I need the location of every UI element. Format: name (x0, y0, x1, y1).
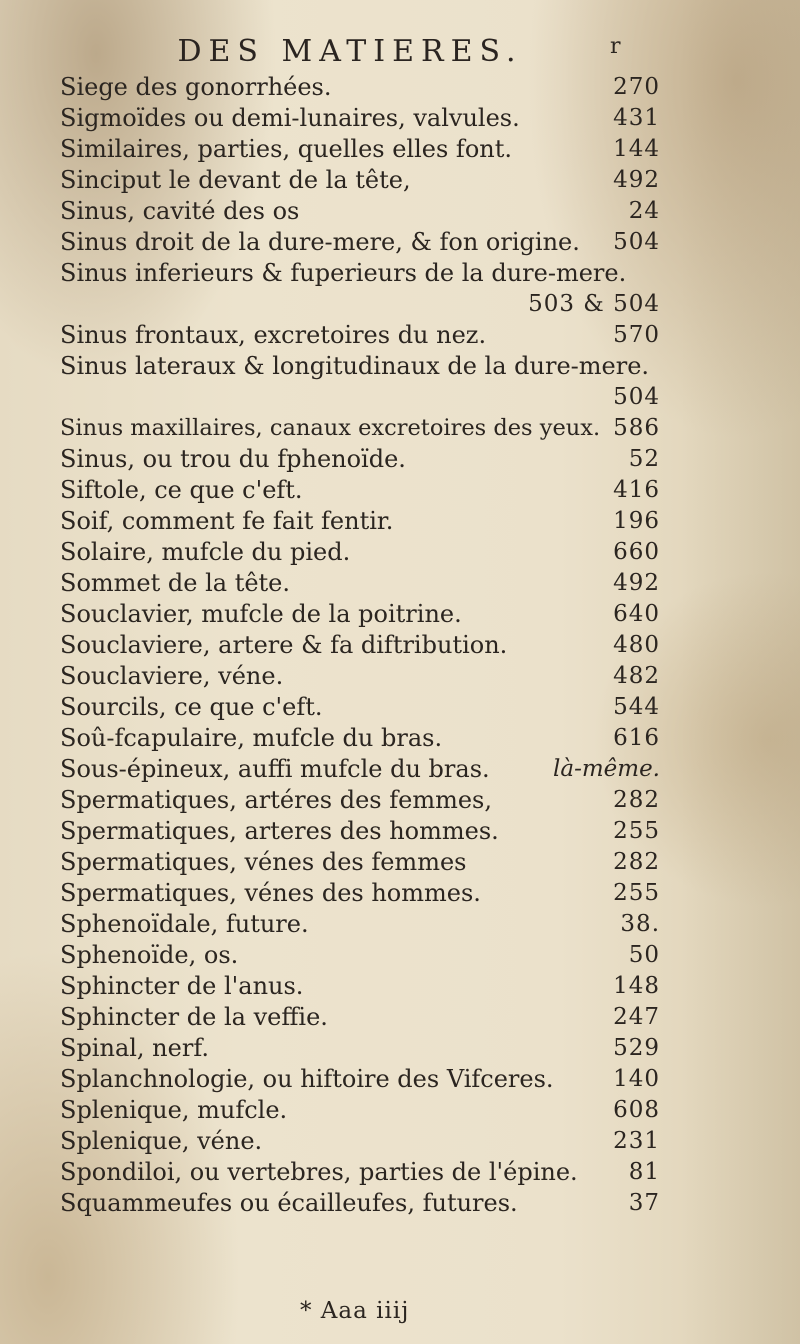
signature-mark: * Aaa iiij (300, 1298, 410, 1324)
page-edge-shadow (680, 0, 800, 1344)
index-entry (60, 878, 660, 909)
running-header: DES MATIERES. (177, 34, 523, 69)
entry-page-ref: 144 (613, 136, 660, 162)
entry-page-ref: 504 (613, 384, 660, 410)
index-entry (60, 72, 660, 103)
entry-page-ref: 37 (628, 1190, 660, 1216)
index-entry (60, 444, 660, 475)
entry-label: Spondiloi, ou vertebres, parties de l'épine. (60, 1158, 578, 1186)
entry-label: Sinciput le devant de la tête, (60, 166, 411, 194)
index-entry (60, 506, 660, 537)
entry-page-ref: 416 (613, 477, 660, 503)
entry-page-ref: 38. (620, 911, 660, 937)
entry-page-ref: 660 (613, 539, 660, 565)
index-entry (60, 1002, 660, 1033)
entry-label: Splenique, véne. (60, 1127, 263, 1155)
entry-label: Spermatiques, vénes des hommes. (60, 879, 481, 907)
entry-label: Sommet de la tête. (60, 569, 291, 597)
entry-page-ref: 52 (628, 446, 660, 472)
entry-page-ref: là-même. (553, 756, 660, 782)
index-entry (60, 816, 660, 847)
entry-label: Sphincter de l'anus. (60, 972, 304, 1000)
index-entry (60, 599, 660, 630)
entry-label: Similaires, parties, quelles elles font. (60, 135, 512, 163)
entry-label: Squammeufes ou écailleufes, futures. (60, 1189, 518, 1217)
index-entry (60, 165, 660, 196)
entry-label: Spinal, nerf. (60, 1034, 209, 1062)
entry-page-ref: 492 (613, 570, 660, 596)
index-entry (60, 568, 660, 599)
entry-page-ref: 50 (628, 942, 660, 968)
entry-label: Sinus frontaux, excretoires du nez. (60, 321, 487, 349)
index-entry (60, 847, 660, 878)
entry-label: Soif, comment fe fait fentir. (60, 507, 394, 535)
index-entry (60, 1188, 660, 1219)
entry-label: Sourcils, ce que c'eft. (60, 693, 323, 721)
index-entry (60, 103, 660, 134)
index-entry (60, 692, 660, 723)
entry-label: Sous-épineux, auffi mufcle du bras. (60, 755, 490, 783)
entry-label: Soû-fcapulaire, mufcle du bras. (60, 724, 443, 752)
index-entry (60, 754, 660, 785)
entry-page-ref: 282 (613, 849, 660, 875)
index-entry (60, 1064, 660, 1095)
entry-label: Sphincter de la veffie. (60, 1003, 328, 1031)
entry-label: Spermatiques, artéres des femmes, (60, 786, 492, 814)
entry-label: Souclavier, mufcle de la poitrine. (60, 600, 462, 628)
entry-label: Sigmoïdes ou demi-lunaires, valvules. (60, 104, 520, 132)
index-entry (60, 1126, 660, 1157)
index-entry (60, 134, 660, 165)
entry-page-ref: 270 (613, 74, 660, 100)
entry-page-ref: 247 (613, 1004, 660, 1030)
index-entry (60, 537, 660, 568)
entry-label: Sinus maxillaires, canaux excretoires des yeux. (60, 415, 601, 441)
index-entry (60, 785, 660, 816)
index-entry (60, 258, 660, 320)
index-entry (60, 413, 660, 444)
entry-label: Spermatiques, arteres des hommes. (60, 817, 499, 845)
index-entry (60, 1157, 660, 1188)
index-entry (60, 630, 660, 661)
entry-label: Sinus lateraux & longitudinaux de la dure-mere. (60, 352, 650, 380)
index-entry (60, 196, 660, 227)
entry-label: Sphenoïde, os. (60, 941, 239, 969)
entry-page-ref: 640 (613, 601, 660, 627)
entry-label: Spermatiques, vénes des femmes (60, 848, 467, 876)
entry-page-ref: 255 (613, 818, 660, 844)
index-entry (60, 1033, 660, 1064)
index-entry (60, 1095, 660, 1126)
entry-label: Solaire, mufcle du pied. (60, 538, 351, 566)
entry-page-ref: 255 (613, 880, 660, 906)
entry-page-ref: 529 (613, 1035, 660, 1061)
entry-label: Splenique, mufcle. (60, 1096, 288, 1124)
index-entries (60, 72, 660, 1219)
entry-label: Sinus, ou trou du fphenoïde. (60, 445, 406, 473)
entry-page-ref: 231 (613, 1128, 660, 1154)
entry-page-ref: 570 (613, 322, 660, 348)
entry-page-ref: 431 (613, 105, 660, 131)
entry-label: Souclaviere, véne. (60, 662, 284, 690)
index-entry (60, 940, 660, 971)
entry-page-ref: 480 (613, 632, 660, 658)
entry-page-ref: 148 (613, 973, 660, 999)
entry-label: Siege des gonorrhées. (60, 73, 332, 101)
entry-page-ref: 608 (613, 1097, 660, 1123)
entry-page-ref: 544 (613, 694, 660, 720)
entry-label: Sinus inferieurs & fuperieurs de la dure-mere. (60, 259, 627, 287)
entry-page-ref: 504 (613, 229, 660, 255)
index-entry (60, 320, 660, 351)
index-entry (60, 723, 660, 754)
entry-page-ref: 24 (628, 198, 660, 224)
entry-page-ref: 482 (613, 663, 660, 689)
entry-label: Souclaviere, artere & fa diftribution. (60, 631, 508, 659)
index-entry (60, 475, 660, 506)
entry-page-ref: 140 (613, 1066, 660, 1092)
header-mark: r (610, 34, 621, 59)
entry-page-ref: 81 (628, 1159, 660, 1185)
index-entry (60, 909, 660, 940)
entry-label: Siftole, ce que c'eft. (60, 476, 303, 504)
index-entry (60, 351, 660, 413)
entry-label: Sinus, cavité des os (60, 197, 300, 225)
index-entry (60, 661, 660, 692)
entry-label: Sinus droit de la dure-mere, & fon origine. (60, 228, 580, 256)
entry-page-ref: 586 (613, 415, 660, 441)
index-entry (60, 971, 660, 1002)
entry-page-ref: 616 (613, 725, 660, 751)
index-entry (60, 227, 660, 258)
entry-page-ref: 196 (613, 508, 660, 534)
entry-page-ref: 503 & 504 (528, 291, 660, 317)
entry-label: Sphenoïdale, future. (60, 910, 309, 938)
entry-page-ref: 492 (613, 167, 660, 193)
entry-label: Splanchnologie, ou hiftoire des Vifceres. (60, 1065, 554, 1093)
entry-page-ref: 282 (613, 787, 660, 813)
